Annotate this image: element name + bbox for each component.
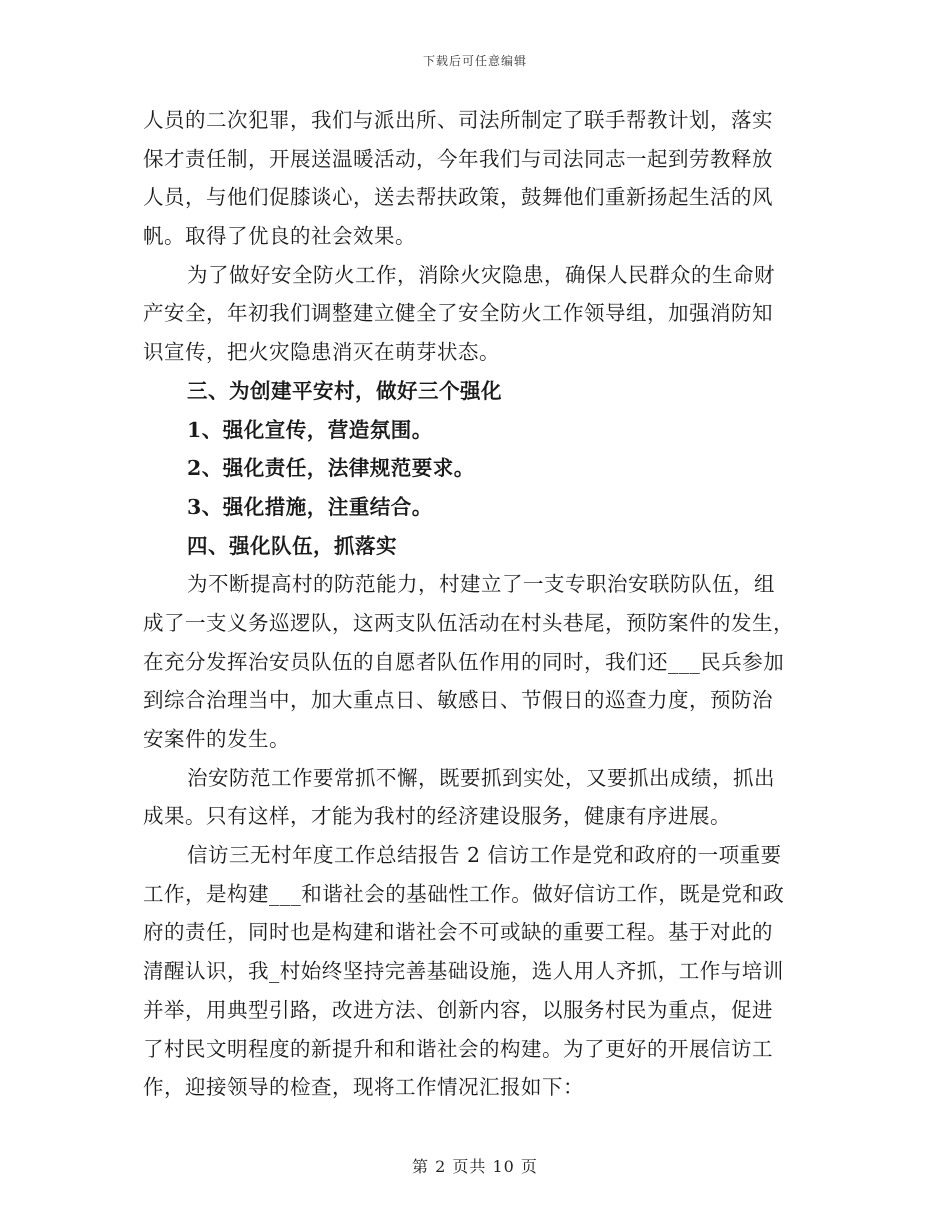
subsection-heading: 2、强化责任，法律规范要求。 xyxy=(187,456,475,481)
text-line: 在充分发挥治安员队伍的自愿者队伍作用的同时，我们还___民兵参加 xyxy=(143,649,785,674)
text-line: 信访三无村年度工作总结报告 2 信访工作是党和政府的一项重要 xyxy=(187,843,782,868)
page-number-footer: 第 2 页共 10 页 xyxy=(412,1157,538,1176)
text-line: 作，迎接领导的检查，现将工作情况汇报如下： xyxy=(143,1075,584,1100)
text-line: 安案件的发生。 xyxy=(143,727,290,751)
text-line: 为了做好安全防火工作，消除火灾隐患，确保人民群众的生命财 xyxy=(187,262,775,287)
text-line: 为不断提高村的防范能力，村建立了一支专职治安联防队伍，组 xyxy=(187,572,775,597)
text-line: 成了一支义务巡逻队，这两支队伍活动在村头巷尾，预防案件的发生， xyxy=(143,610,794,635)
text-line: 人员，与他们促膝谈心，送去帮扶政策，鼓舞他们重新扬起生活的风 xyxy=(143,185,773,210)
text-line: 到综合治理当中，加大重点日、敏感日、节假日的巡查力度，预防治 xyxy=(143,688,773,713)
text-line: 了村民文明程度的新提升和和谐社会的构建。为了更好的开展信访工 xyxy=(143,1036,773,1061)
text-line: 人员的二次犯罪，我们与派出所、司法所制定了联手帮教计划，落实 xyxy=(143,108,773,132)
section-heading: 三、为创建平安村，做好三个强化 xyxy=(187,378,502,403)
document-body xyxy=(143,101,808,1107)
text-line: 府的责任，同时也是构建和谐社会不可或缺的重要工程。基于对此的 xyxy=(143,920,773,945)
text-line: 清醒认识，我_村始终坚持完善基础设施，选人用人齐抓，工作与培训 xyxy=(143,959,784,984)
subsection-heading: 3、强化措施，注重结合。 xyxy=(187,494,433,519)
subsection-heading: 1、强化宣传，营造氛围。 xyxy=(187,417,433,442)
text-line: 帆。取得了优良的社会效果。 xyxy=(143,224,416,249)
text-line: 识宣传，把火灾隐患消灭在萌芽状态。 xyxy=(143,340,500,365)
page-header-note: 下载后可任意编辑 xyxy=(422,54,527,68)
text-line: 保才责任制，开展送温暖活动，今年我们与司法同志一起到劳教释放 xyxy=(143,146,773,171)
text-line: 成果。只有这样，才能为我村的经济建设服务，健康有序进展。 xyxy=(143,804,731,829)
text-line: 治安防范工作要常抓不懈，既要抓到实处，又要抓出成绩，抓出 xyxy=(187,765,775,790)
section-heading: 四、强化队伍，抓落实 xyxy=(187,533,397,558)
text-line: 并举，用典型引路，改进方法、创新内容，以服务村民为重点，促进 xyxy=(143,997,773,1022)
text-line: 工作，是构建___和谐社会的基础性工作。做好信访工作，既是党和政 xyxy=(143,881,785,906)
text-line: 产安全，年初我们调整建立健全了安全防火工作领导组，加强消防知 xyxy=(143,301,773,326)
